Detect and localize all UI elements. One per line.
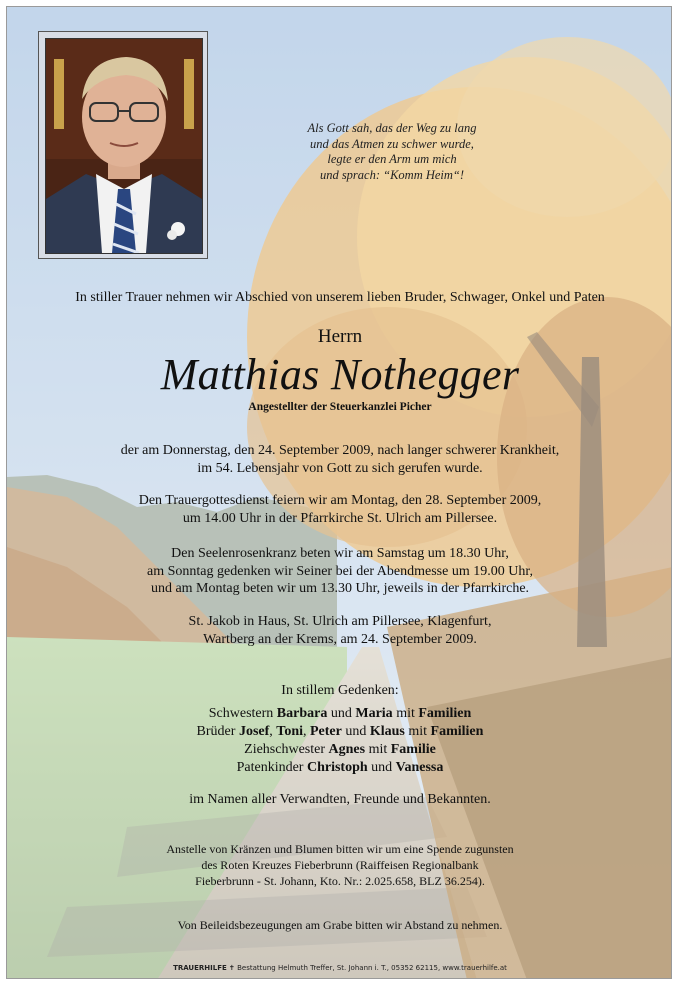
family-member: Familie [390,742,436,757]
paragraph-line: der am Donnerstag, den 24. September 2009, nach langer schwerer Krankheit, [120,443,560,458]
family-text: Brüder [196,724,236,739]
deceased-name: Matthias Nothegger [160,350,520,399]
footer [7,964,672,972]
donation-notice [7,841,672,889]
family-text: mit [368,742,388,757]
place-date-paragraph [7,613,672,648]
portrait-photo [45,38,203,254]
family-text: mit [408,724,428,739]
poem-line: Als Gott sah, das der Weg zu lang [307,121,477,135]
family-member: Klaus [369,724,405,739]
obituary-card [6,6,672,979]
portrait-frame [38,31,208,259]
family-member: Agnes [328,742,366,757]
family-text: Patenkinder [236,760,304,775]
funeral-brand: TRAUERHILFE [173,964,227,972]
remembrance-heading: In stillem Gedenken: [281,683,399,698]
rosary-paragraph [7,545,672,598]
funeral-home-info: Bestattung Helmuth Treffer, St. Johann i. T., 05352 62115, www.trauerhilfe.at [237,964,507,972]
donation-line: Anstelle von Kränzen und Blumen bitten wir um eine Spende zugunsten [166,842,514,856]
relatives-line: im Namen aller Verwandten, Freunde und Bekannten. [189,792,491,807]
poem [277,121,507,183]
family-text: und [371,760,393,775]
family-text: , [269,724,273,739]
family-member: Christoph [306,760,368,775]
paragraph-line: Den Trauergottesdienst feiern wir am Montag, den 28. September 2009, [138,493,542,508]
intro-text: In stiller Trauer nehmen wir Abschied von unserem lieben Bruder, Schwager, Onkel und Paten [75,290,605,305]
poem-line: und sprach: “Komm Heim“! [319,167,465,182]
family-member: Barbara [276,706,328,721]
paragraph-line: Wartberg an der Krems, am 24. September 2009. [203,631,477,647]
family-member: Josef [238,724,270,739]
service-paragraph [7,492,672,527]
family-text: Ziehschwester [244,742,325,757]
family-line-godchildren [7,759,672,777]
salutation: Herrn [317,326,363,347]
paragraph-line: St. Jakob in Haus, St. Ulrich am Pillersee, Klagenfurt, [188,614,492,629]
paragraph-line: und am Montag beten wir um 13.30 Uhr, jeweils in der Pfarrkirche. [150,581,530,596]
family-text: und [345,724,367,739]
paragraph-line: um 14.00 Uhr in der Pfarrkirche St. Ulrich am Pillersee. [182,510,498,526]
family-member: Maria [355,706,393,721]
family-member: Peter [310,724,342,739]
donation-line: Fieberbrunn - St. Johann, Kto. Nr.: 2.025.658, BLZ 36.254). [195,874,485,888]
family-text: , [303,724,307,739]
family-text: mit [396,706,415,721]
poem-line: legte er den Arm um mich [327,152,457,166]
poem-line: und das Atmen zu schwer wurde, [310,136,474,151]
family-line-sisters [7,705,672,723]
paragraph-line: Den Seelenrosenkranz beten wir am Samstag um 18.30 Uhr, [171,546,509,561]
condolence-notice: Von Beileidsbezeugungen am Grabe bitten wir Abstand zu nehmen. [177,918,503,932]
family-list [7,705,672,777]
donation-line: des Roten Kreuzes Fieberbrunn (Raiffeisen Regionalbank [201,858,479,872]
family-member: Vanessa [395,760,444,775]
paragraph-line: am Sonntag gedenken wir Seiner bei der Abendmesse um 19.00 Uhr, [147,563,533,579]
family-text: Schwestern [208,706,274,721]
family-member: Familien [418,706,472,721]
family-member: Familien [430,724,484,739]
family-member: Toni [276,724,303,739]
paragraph-line: im 54. Lebensjahr von Gott zu sich gerufen wurde. [197,460,483,476]
family-line-fostersister [7,741,672,759]
family-line-brothers [7,723,672,741]
family-text: und [330,706,352,721]
cross-icon: ✝ [229,964,235,972]
death-paragraph [7,442,672,477]
occupation: Angestellter der Steuerkanzlei Picher [248,401,432,413]
